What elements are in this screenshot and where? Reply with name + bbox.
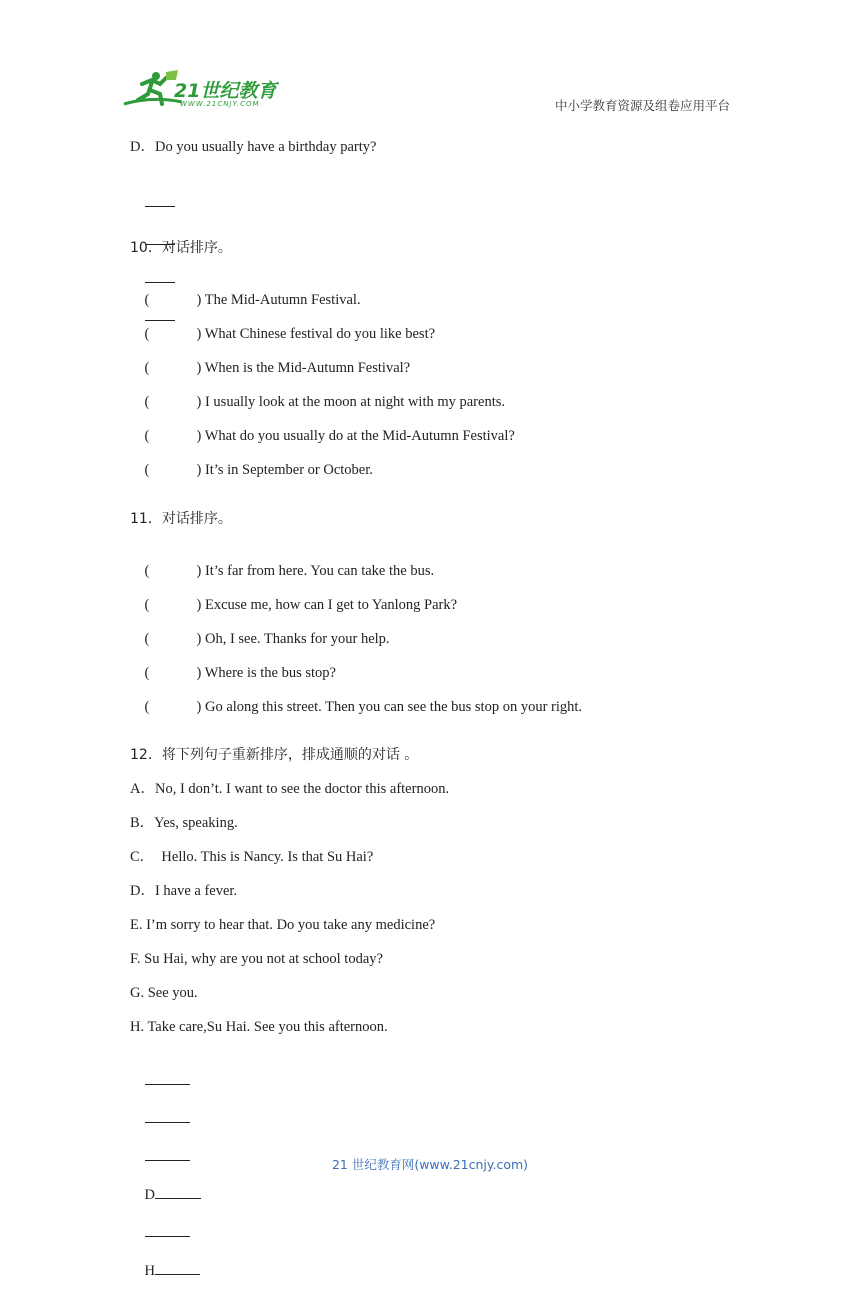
paren-close: ) — [196, 326, 202, 342]
dialogue-line: I usually look at the moon at night with my parents. — [201, 394, 505, 410]
question-12-title: 12．将下列句子重新排序，排成通顺的对话 。 — [130, 747, 419, 763]
paren-close: ) — [196, 699, 202, 715]
q12-option-f: F. Su Hai, why are you not at school today? — [130, 951, 383, 967]
dialogue-line: It’s far from here. You can take the bus. — [201, 563, 435, 579]
dialogue-line: It’s in September or October. — [201, 462, 373, 478]
q12-option-g: G. See you. — [130, 985, 198, 1001]
prefilled-answer-d: D — [144, 1187, 155, 1203]
paren-close: ) — [196, 631, 202, 647]
paren-open: ( — [144, 326, 150, 342]
dialogue-line: Oh, I see. Thanks for your help. — [201, 631, 390, 647]
logo-url: WWW.21CNJY.COM — [180, 100, 260, 108]
dialogue-line: The Mid-Autumn Festival. — [201, 292, 361, 308]
paren-open: ( — [144, 597, 150, 613]
paren-open: ( — [144, 428, 150, 444]
answer-blank[interactable] — [145, 1108, 190, 1123]
question-11-title: 11．对话排序。 — [130, 511, 232, 527]
paren-close: ) — [196, 292, 202, 308]
paren-close: ) — [196, 563, 202, 579]
q12-option-h: H. Take care,Su Hai. See you this afternoon. — [130, 1019, 388, 1035]
footer-link[interactable]: 21 世纪教育网(www.21cnjy.com) — [331, 1157, 529, 1172]
dialogue-line: Go along this street. Then you can see the bus stop on your right. — [201, 699, 583, 715]
paren-open: ( — [144, 631, 150, 647]
logo-text: 21世纪教育 — [174, 80, 277, 102]
answer-blank[interactable] — [155, 1260, 200, 1275]
prev-option-d: D．Do you usually have a birthday party? — [130, 139, 377, 155]
q11-item-5[interactable] — [130, 680, 582, 734]
paren-close: ) — [196, 597, 202, 613]
paren-open: ( — [144, 665, 150, 681]
q12-option-b: B．Yes, speaking. — [130, 815, 238, 831]
dialogue-line: What Chinese festival do you like best? — [201, 326, 436, 342]
site-logo[interactable] — [122, 66, 292, 116]
page-header — [0, 0, 860, 120]
page-footer[interactable] — [0, 1155, 860, 1173]
paren-open: ( — [144, 394, 150, 410]
q12-option-a: A．No, I don’t. I want to see the doctor this afternoon. — [130, 781, 450, 797]
q12-option-c: C． Hello. This is Nancy. Is that Su Hai? — [130, 849, 374, 865]
dialogue-line: Excuse me, how can I get to Yanlong Park? — [201, 597, 458, 613]
question-10-title: 10．对话排序。 — [130, 240, 232, 256]
prefilled-answer-h: H — [144, 1263, 155, 1279]
answer-blank[interactable] — [145, 192, 175, 207]
q12-option-d: D．I have a fever. — [130, 883, 238, 899]
answer-blank[interactable] — [145, 1070, 190, 1085]
answer-blank[interactable] — [155, 1184, 201, 1199]
paren-close: ) — [196, 462, 202, 478]
paren-close: ) — [196, 665, 202, 681]
paren-open: ( — [144, 292, 150, 308]
paren-open: ( — [144, 563, 150, 579]
header-platform-title: 中小学教育资源及组卷应用平台 — [554, 98, 730, 113]
answer-paren[interactable] — [145, 461, 197, 479]
paren-open: ( — [144, 462, 150, 478]
answer-paren[interactable] — [145, 698, 197, 716]
q12-answer-row[interactable] — [130, 1052, 201, 1298]
paren-open: ( — [144, 699, 150, 715]
paren-open: ( — [144, 360, 150, 376]
q12-option-e: E. I’m sorry to hear that. Do you take any medicine? — [130, 917, 436, 933]
paren-close: ) — [196, 428, 202, 444]
answer-blank[interactable] — [145, 1222, 190, 1237]
dialogue-line: When is the Mid-Autumn Festival? — [201, 360, 411, 376]
paren-close: ) — [196, 360, 202, 376]
q10-item-6[interactable] — [130, 443, 373, 497]
paren-close: ) — [196, 394, 202, 410]
dialogue-line: Where is the bus stop? — [201, 665, 336, 681]
dialogue-line: What do you usually do at the Mid-Autumn Festival? — [201, 428, 515, 444]
